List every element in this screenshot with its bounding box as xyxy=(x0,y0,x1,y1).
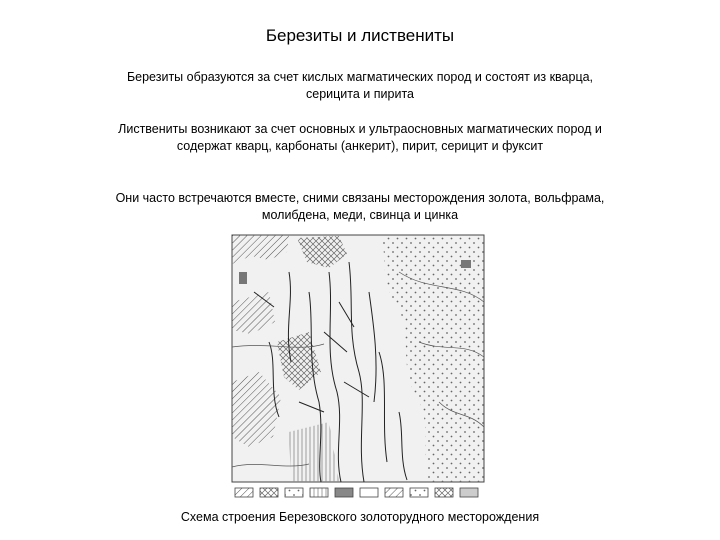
paragraph-beresites: Березиты образуются за счет кислых магматических пород и состоят из кварца, серицита и пирита xyxy=(126,70,594,101)
geological-map-figure xyxy=(229,232,487,502)
slide-title: Березиты и листвениты xyxy=(265,26,455,45)
map-legend xyxy=(235,488,478,497)
paragraph-listvenites: Листвениты возникают за счет основных и ультраосновных магматических пород и содержат кварц, карбонаты (анкерит), пирит, серицит и фуксит xyxy=(118,122,602,153)
figure-caption: Схема строения Березовского золоторудного месторождения xyxy=(180,510,540,524)
geological-map-image xyxy=(229,232,487,502)
paragraph-deposits: Они часто встречаются вместе, сними связаны месторождения золота, вольфрама, молибдена, меди, свинца и цинка xyxy=(115,191,605,222)
